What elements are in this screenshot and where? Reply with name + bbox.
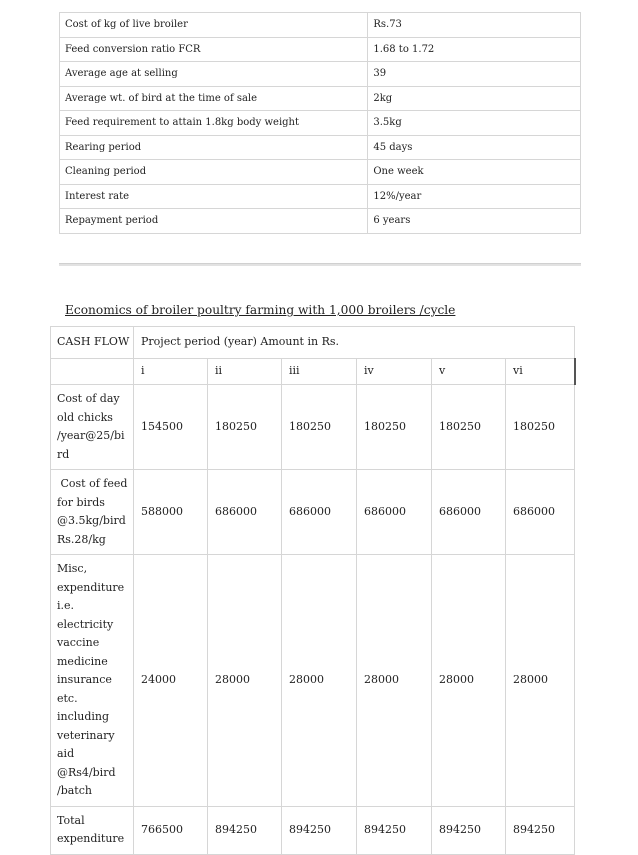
value-cell: 180250 <box>357 385 432 470</box>
table-row <box>60 13 581 38</box>
param-label: Feed requirement to attain 1.8kg body weight <box>60 111 368 136</box>
table-row <box>60 135 581 160</box>
value-cell: 180250 <box>282 385 357 470</box>
year-cell: iv <box>357 359 432 385</box>
value-cell: 686000 <box>282 470 357 555</box>
value-cell: 894250 <box>282 806 357 854</box>
label-line: Total <box>57 813 85 827</box>
table-row <box>60 62 581 87</box>
value-cell: 28000 <box>208 555 282 807</box>
table-row <box>60 160 581 185</box>
label-line: old chicks <box>57 410 113 424</box>
param-value: Rs.73 <box>368 13 581 38</box>
cashflow-header-label: CASH FLOW <box>51 327 134 359</box>
label-line: /batch <box>57 784 92 797</box>
param-value: 39 <box>368 62 581 87</box>
param-label: Average age at selling <box>60 62 368 87</box>
value-cell: 28000 <box>357 555 432 807</box>
param-value: 2kg <box>368 86 581 111</box>
table-row <box>51 470 575 555</box>
table-row <box>51 806 575 854</box>
label-line: etc. including <box>57 691 110 723</box>
param-value: 12%/year <box>368 184 581 209</box>
label-line: expenditure <box>57 832 125 845</box>
year-cell: vi <box>506 359 575 385</box>
value-cell: 180250 <box>432 385 506 470</box>
table-row <box>60 86 581 111</box>
param-value: 1.68 to 1.72 <box>368 37 581 62</box>
parameters-table <box>59 12 581 234</box>
row-label <box>51 385 134 470</box>
table-row <box>60 209 581 234</box>
value-cell: 24000 <box>134 555 208 807</box>
value-cell: 28000 <box>282 555 357 807</box>
label-line: insurance <box>57 673 112 686</box>
param-value: 3.5kg <box>368 111 581 136</box>
table-row <box>51 385 575 470</box>
label-line: @Rs4/bird <box>57 765 116 779</box>
value-cell: 894250 <box>506 806 575 854</box>
value-cell: 686000 <box>208 470 282 555</box>
label-line: aid <box>57 747 75 760</box>
section-title: Economics of broiler poultry farming with 1,000 broilers /cycle <box>65 303 456 317</box>
value-cell: 154500 <box>134 385 208 470</box>
value-cell: 180250 <box>506 385 575 470</box>
value-cell: 894250 <box>208 806 282 854</box>
param-value: 6 years <box>368 209 581 234</box>
year-cell: i <box>134 359 208 385</box>
year-cell: ii <box>208 359 282 385</box>
value-cell: 766500 <box>134 806 208 854</box>
label-line: Misc, <box>57 562 88 575</box>
label-line: expenditure <box>57 580 125 594</box>
label-line: Cost of feed <box>57 477 128 490</box>
section-divider <box>59 263 581 266</box>
value-cell: 686000 <box>432 470 506 555</box>
param-label: Cleaning period <box>60 160 368 185</box>
param-label: Cost of kg of live broiler <box>60 13 368 38</box>
value-cell: 894250 <box>357 806 432 854</box>
param-label: Interest rate <box>60 184 368 209</box>
param-value: 45 days <box>368 135 581 160</box>
row-label <box>51 555 134 807</box>
header-row <box>51 327 575 359</box>
label-line: for birds <box>57 495 105 509</box>
value-cell: 28000 <box>432 555 506 807</box>
label-line: @3.5kg/bird <box>57 514 126 527</box>
project-period-header: Project period (year) Amount in Rs. <box>134 327 575 359</box>
label-line: medicine <box>57 654 108 668</box>
row-label <box>51 470 134 555</box>
value-cell: 686000 <box>506 470 575 555</box>
cashflow-table <box>50 326 576 855</box>
table-row <box>60 111 581 136</box>
year-cell: v <box>432 359 506 385</box>
value-cell: 28000 <box>506 555 575 807</box>
param-label: Repayment period <box>60 209 368 234</box>
value-cell: 588000 <box>134 470 208 555</box>
label-line: veterinary <box>57 728 115 742</box>
label-line: /year@25/bi <box>57 429 125 442</box>
label-line: rd <box>57 447 70 461</box>
label-line: i.e. electricity <box>57 599 114 631</box>
empty-cell <box>51 359 134 385</box>
param-label: Rearing period <box>60 135 368 160</box>
param-value: One week <box>368 160 581 185</box>
year-cell: iii <box>282 359 357 385</box>
value-cell: 686000 <box>357 470 432 555</box>
param-label: Average wt. of bird at the time of sale <box>60 86 368 111</box>
label-line: Cost of day <box>57 392 120 405</box>
row-label <box>51 806 134 854</box>
label-line: Rs.28/kg <box>57 532 106 546</box>
param-label: Feed conversion ratio FCR <box>60 37 368 62</box>
table-row <box>51 555 575 807</box>
table-row <box>60 184 581 209</box>
table-row <box>60 37 581 62</box>
year-row <box>51 359 575 385</box>
value-cell: 180250 <box>208 385 282 470</box>
value-cell: 894250 <box>432 806 506 854</box>
label-line: vaccine <box>57 636 100 649</box>
